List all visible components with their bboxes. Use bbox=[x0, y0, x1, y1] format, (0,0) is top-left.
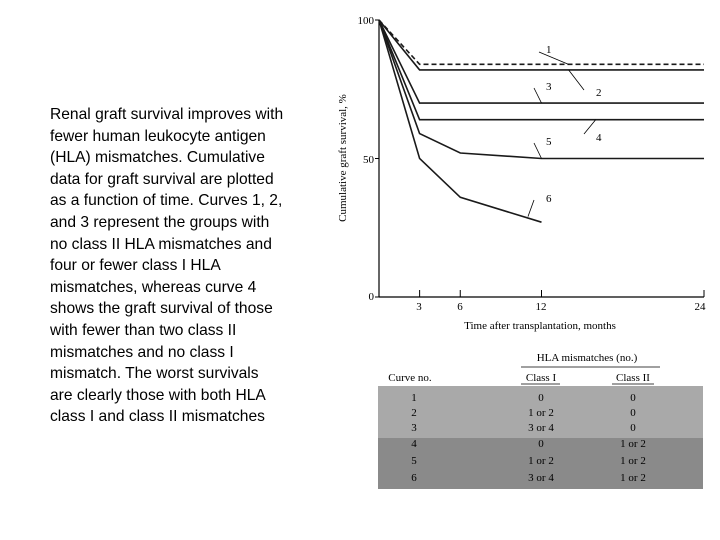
table-cell-curve-no: 4 bbox=[411, 438, 417, 450]
curve-label-1: 1 bbox=[546, 44, 552, 56]
survival-curve-5 bbox=[379, 20, 704, 159]
curve-callout-line bbox=[528, 200, 534, 217]
table-cell-class-ii: 1 or 2 bbox=[620, 438, 646, 450]
curve-callout-line bbox=[534, 88, 542, 103]
y-axis-title: Cumulative graft survival, % bbox=[337, 94, 349, 222]
curve-callout-line bbox=[539, 52, 569, 64]
table-cell-curve-no: 3 bbox=[411, 422, 417, 434]
caption-line: class I and class II mismatches bbox=[50, 408, 265, 426]
caption-line: with fewer than two class II bbox=[50, 321, 237, 339]
table-cell-class-ii: 1 or 2 bbox=[620, 455, 646, 467]
caption-line: mismatch. The worst survivals bbox=[50, 365, 259, 383]
caption-line: and 3 represent the groups with bbox=[50, 213, 270, 231]
table-cell-curve-no: 5 bbox=[411, 455, 417, 467]
caption-line: Renal graft survival improves with bbox=[50, 106, 284, 123]
caption-line: as a function of time. Curves 1, 2, bbox=[50, 192, 283, 210]
table-cell-class-i: 0 bbox=[538, 438, 544, 450]
table-cell-curve-no: 1 bbox=[411, 392, 417, 404]
survival-curve-3 bbox=[379, 20, 704, 103]
caption-line: fewer human leukocyte antigen bbox=[50, 127, 266, 145]
table-cell-class-i: 1 or 2 bbox=[528, 407, 554, 419]
column-header-class-i: Class I bbox=[525, 372, 557, 384]
survival-curve-1 bbox=[379, 20, 704, 64]
curve-label-2: 2 bbox=[596, 87, 602, 99]
caption-line: mismatches, whereas curve 4 bbox=[50, 278, 257, 296]
y-tick-label: 0 bbox=[368, 291, 374, 303]
table-cell-class-i: 3 or 4 bbox=[528, 472, 554, 484]
survival-curve-2 bbox=[379, 20, 704, 70]
y-tick-label: 100 bbox=[357, 15, 374, 27]
table-cell-curve-no: 2 bbox=[411, 407, 417, 419]
table-cell-class-i: 3 or 4 bbox=[528, 422, 554, 434]
caption-line: no class II HLA mismatches and bbox=[50, 235, 272, 253]
column-header-class-ii: Class II bbox=[616, 372, 650, 384]
table-cell-class-i: 0 bbox=[538, 392, 544, 404]
curve-callout-line bbox=[584, 120, 596, 134]
table-cell-class-ii: 0 bbox=[630, 392, 636, 404]
caption-line: shows the graft survival of those bbox=[50, 300, 273, 318]
curve-label-5: 5 bbox=[546, 136, 552, 148]
caption-line: (HLA) mismatches. Cumulative bbox=[50, 149, 265, 167]
x-tick-label: 6 bbox=[457, 301, 463, 313]
caption-line: are clearly those with both HLA bbox=[50, 386, 266, 404]
x-tick-label: 24 bbox=[694, 301, 706, 313]
table-group-header: HLA mismatches (no.) bbox=[536, 352, 638, 364]
caption-line: four or fewer class I HLA bbox=[50, 257, 221, 275]
caption-line: data for graft survival are plotted bbox=[50, 170, 274, 188]
table-cell-class-ii: 1 or 2 bbox=[620, 472, 646, 484]
table-cell-class-ii: 0 bbox=[630, 422, 636, 434]
table-cell-class-i: 1 or 2 bbox=[528, 455, 554, 467]
table-cell-class-ii: 0 bbox=[630, 407, 636, 419]
table-cell-curve-no: 6 bbox=[411, 472, 417, 484]
caption-line: mismatches and no class I bbox=[50, 343, 234, 361]
column-header-curve-no: Curve no. bbox=[388, 372, 432, 384]
curve-label-6: 6 bbox=[546, 193, 552, 205]
curve-callout-line bbox=[569, 70, 584, 90]
curve-label-3: 3 bbox=[546, 81, 552, 93]
curve-label-4: 4 bbox=[596, 132, 602, 144]
x-tick-label: 3 bbox=[416, 301, 422, 313]
x-tick-label: 12 bbox=[535, 301, 547, 313]
y-tick-label: 50 bbox=[363, 154, 374, 166]
curve-callout-line bbox=[534, 143, 542, 159]
x-axis-title: Time after transplantation, months bbox=[464, 320, 616, 332]
